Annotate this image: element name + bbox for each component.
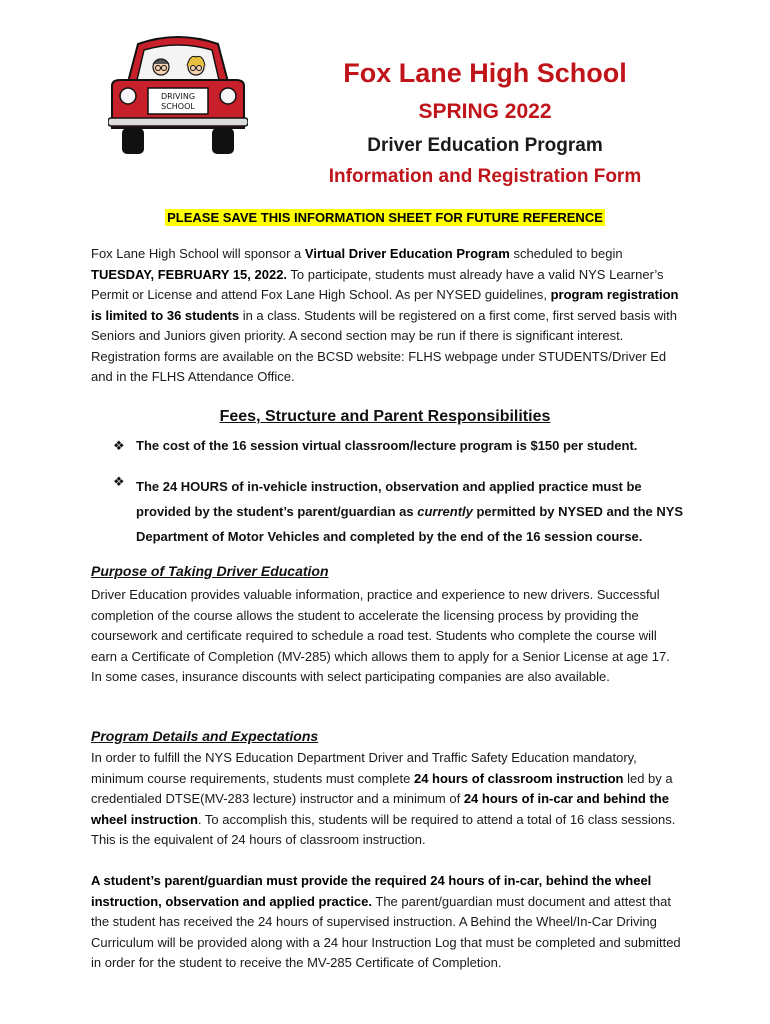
intro-text-3: To participate, students must already have a valid NYS Learner’s Permit or License and attend Fox Lane High School. As per NYSED guidelines, [91,266,664,302]
fees-bullet-hours-a: The 24 HOURS of in-vehicle instruction, observation and applied practice must be provided by the student’s parent/guardian as [136,479,642,519]
purpose-paragraph: Driver Education provides valuable information, practice and experience to new drivers. Successful completion of the course allows the student to accelerate the licensing process by providing the coursework and certificate required to schedule a road test. Students who complete the course will earn a Certificate of Completion (MV-285) which allows them to apply for a Senior License at age 17. In some cases, insurance discounts with select participating companies are also available. [91,587,670,684]
form-title: Information and Registration Form [328,166,642,187]
fees-bullet-hours [113,474,693,544]
program-text-3: . To accomplish this, students will be required to attend a total of 16 class sessions. This is the equivalent of 24 hours of classroom instruction. [91,811,676,847]
program-details-heading: Program Details and Expectations [91,728,319,744]
fees-bullet-hours-em: currently [417,504,473,519]
fees-bullet-hours-b: permitted by NYSED and the NYS Department of Motor Vehicles and completed by the end of the 16 session course. [136,504,684,544]
parent-bold-requirement: A student’s parent/guardian must provide the required 24 hours of in-car, behind the wheel instruction, observation and applied practice. [91,873,652,909]
program-bold-classroom: 24 hours of classroom instruction [413,770,624,786]
intro-paragraph [91,244,681,388]
driving-school-car-illustration [108,30,248,155]
program-title: Driver Education Program [367,135,603,156]
fees-bullet-cost-text: The cost of the 16 session virtual classroom/lecture program is $150 per student. [136,438,638,453]
intro-bold-date: TUESDAY, FEBRUARY 15, 2022. [91,266,288,282]
parent-paragraph [91,871,681,974]
diamond-bullet-icon: ❖ [113,438,125,453]
program-text-2: led by a credentialed DTSE(MV-283 lecture) instructor and a minimum of [91,770,673,806]
intro-bold-limit: program registration is limited to 36 students [91,287,679,323]
car-sign-line2: SCHOOL [161,102,195,111]
save-notice: PLEASE SAVE THIS INFORMATION SHEET FOR FUTURE REFERENCE [167,210,603,225]
intro-bold-program: Virtual Driver Education Program [304,246,510,261]
save-notice-row [0,209,770,227]
car-sign-line1: DRIVING [160,92,196,101]
program-bold-incar: 24 hours of in-car and behind the wheel instruction [91,791,669,827]
fees-heading: Fees, Structure and Parent Responsibilities [219,408,551,425]
program-details-paragraph [91,748,681,851]
fees-bullet-hours-text [136,474,692,549]
parent-text: The parent/guardian must document and attest that the student has received the 24 hours of supervised instruction. A Behind the Wheel/In-Car Driving Curriculum will be provided along with a 24 hour Instruction Log that must be completed and submitted in order for the student to receive the MV-285 Certificate of Completion. [91,893,681,970]
term-title: SPRING 2022 [418,100,552,123]
fees-bullet-cost [113,438,693,458]
school-title: Fox Lane High School [343,58,627,88]
purpose-heading: Purpose of Taking Driver Education [91,563,329,579]
intro-text-4: in a class. Students will be registered on a first come, first served basis with Seniors and Juniors given priority. A second section may be run if there is significant interest. Registration forms are available on the BCSD website: FLHS webpage under STUDENTS/Driver Ed and in the FLHS Attendance Office. [91,307,677,384]
program-text-1: In order to fulfill the NYS Education Department Driver and Traffic Safety Education mandatory, minimum course requirements, students must complete [91,750,637,786]
intro-text-1: Fox Lane High School will sponsor a [91,246,305,261]
intro-text-2: scheduled to begin [509,246,623,261]
diamond-bullet-icon: ❖ [113,474,125,489]
